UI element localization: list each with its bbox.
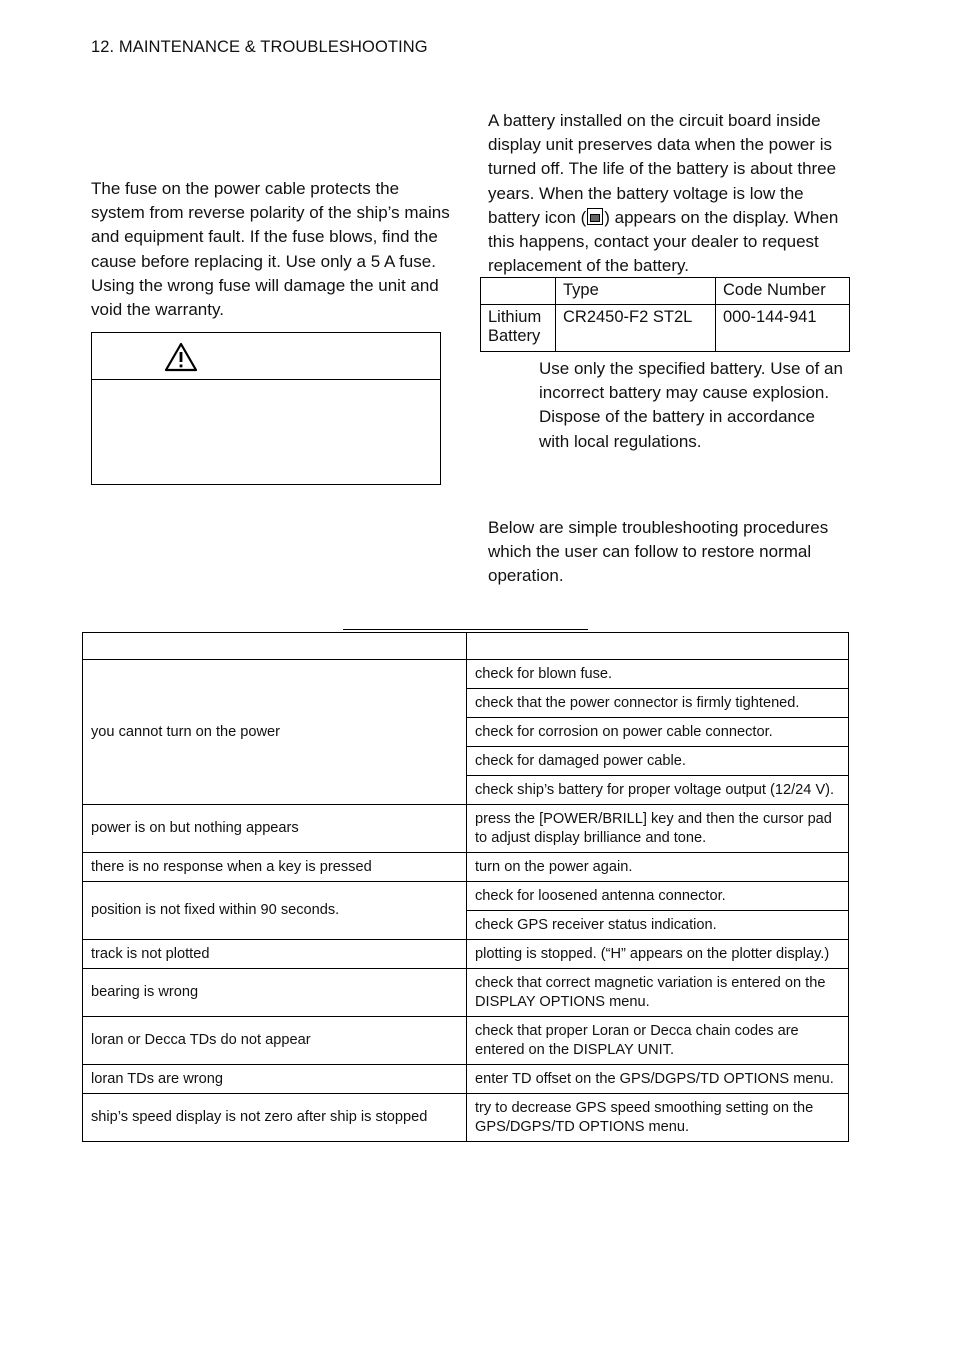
remedy-cell: turn on the power again. [467, 853, 849, 882]
symptom-cell: power is on but nothing appears [83, 805, 467, 853]
warning-triangle-icon [164, 342, 198, 372]
symptom-cell: loran or Decca TDs do not appear [83, 1017, 467, 1065]
battery-table-header-cell: Code Number [716, 278, 850, 305]
symptom-cell: position is not fixed within 90 seconds. [83, 882, 467, 940]
warning-box-header [92, 333, 440, 380]
battery-table-row [481, 304, 850, 351]
symptom-cell: track is not plotted [83, 940, 467, 969]
symptom-cell: ship’s speed display is not zero after ship is stopped [83, 1094, 467, 1142]
battery-table-cell: 000-144-941 [716, 304, 850, 351]
remedy-cell: enter TD offset on the GPS/DGPS/TD OPTIONS menu. [467, 1065, 849, 1094]
table-row [83, 660, 849, 689]
remedy-cell: check that correct magnetic variation is entered on the DISPLAY OPTIONS menu. [467, 969, 849, 1017]
remedy-cell: check ship’s battery for proper voltage output (12/24 V). [467, 776, 849, 805]
table-row [83, 940, 849, 969]
battery-table-header-row [481, 278, 850, 305]
remedy-cell: try to decrease GPS speed smoothing setting on the GPS/DGPS/TD OPTIONS menu. [467, 1094, 849, 1142]
battery-caution-text: Use only the specified battery. Use of an incorrect battery may cause explosion. Dispose of the battery in accordance with local regulations. [539, 359, 843, 451]
remedy-cell: plotting is stopped. (“H” appears on the plotter display.) [467, 940, 849, 969]
table-row [83, 969, 849, 1017]
troubleshooting-intro: Below are simple troubleshooting procedures which the user can follow to restore normal operation. [488, 518, 829, 586]
battery-paragraph [488, 109, 846, 278]
remedy-cell: press the [POWER/BRILL] key and then the cursor pad to adjust display brilliance and tone. [467, 805, 849, 853]
troubleshooting-header-row [83, 633, 849, 660]
table-row [83, 1017, 849, 1065]
table-row [83, 1094, 849, 1142]
remedy-cell: check for damaged power cable. [467, 747, 849, 776]
header-cell [467, 633, 849, 660]
battery-table [480, 277, 850, 352]
remedy-cell: check that proper Loran or Decca chain codes are entered on the DISPLAY UNIT. [467, 1017, 849, 1065]
table-row [83, 1065, 849, 1094]
table-row [83, 882, 849, 911]
battery-table-header-cell: Type [556, 278, 716, 305]
section-header: 12. MAINTENANCE & TROUBLESHOOTING [91, 38, 428, 56]
symptom-cell: loran TDs are wrong [83, 1065, 467, 1094]
battery-text-part1: A battery installed on the circuit board inside display unit preserves data when the power is turned off. The life of the battery is about three years. When the battery voltage is low the battery icon ( [488, 111, 837, 227]
remedy-cell: check GPS receiver status indication. [467, 911, 849, 940]
battery-icon [587, 208, 603, 225]
battery-table-cell: Lithium Battery [481, 304, 556, 351]
troubleshooting-table [82, 632, 849, 1142]
header-cell [83, 633, 467, 660]
table-title-underline [343, 629, 588, 630]
battery-text-part2: ) appears on the display. When this happens, contact your dealer to request replacement of the battery. [488, 207, 839, 276]
table-row [83, 805, 849, 853]
remedy-cell: check for blown fuse. [467, 660, 849, 689]
remedy-cell: check for loosened antenna connector. [467, 882, 849, 911]
warning-box [91, 332, 441, 485]
fuse-paragraph: The fuse on the power cable protects the system from reverse polarity of the ship’s mains and equipment fault. If the fuse blows, find the cause before replacing it. Use only a 5 A fuse. Using the wrong fuse will damage the unit and void the warranty. [91, 179, 450, 320]
battery-table-cell: CR2450-F2 ST2L [556, 304, 716, 351]
battery-table-header-cell [481, 278, 556, 305]
table-row [83, 853, 849, 882]
remedy-cell: check for corrosion on power cable connector. [467, 718, 849, 747]
symptom-cell: there is no response when a key is pressed [83, 853, 467, 882]
remedy-cell: check that the power connector is firmly tightened. [467, 689, 849, 718]
symptom-cell: bearing is wrong [83, 969, 467, 1017]
symptom-cell: you cannot turn on the power [83, 660, 467, 805]
